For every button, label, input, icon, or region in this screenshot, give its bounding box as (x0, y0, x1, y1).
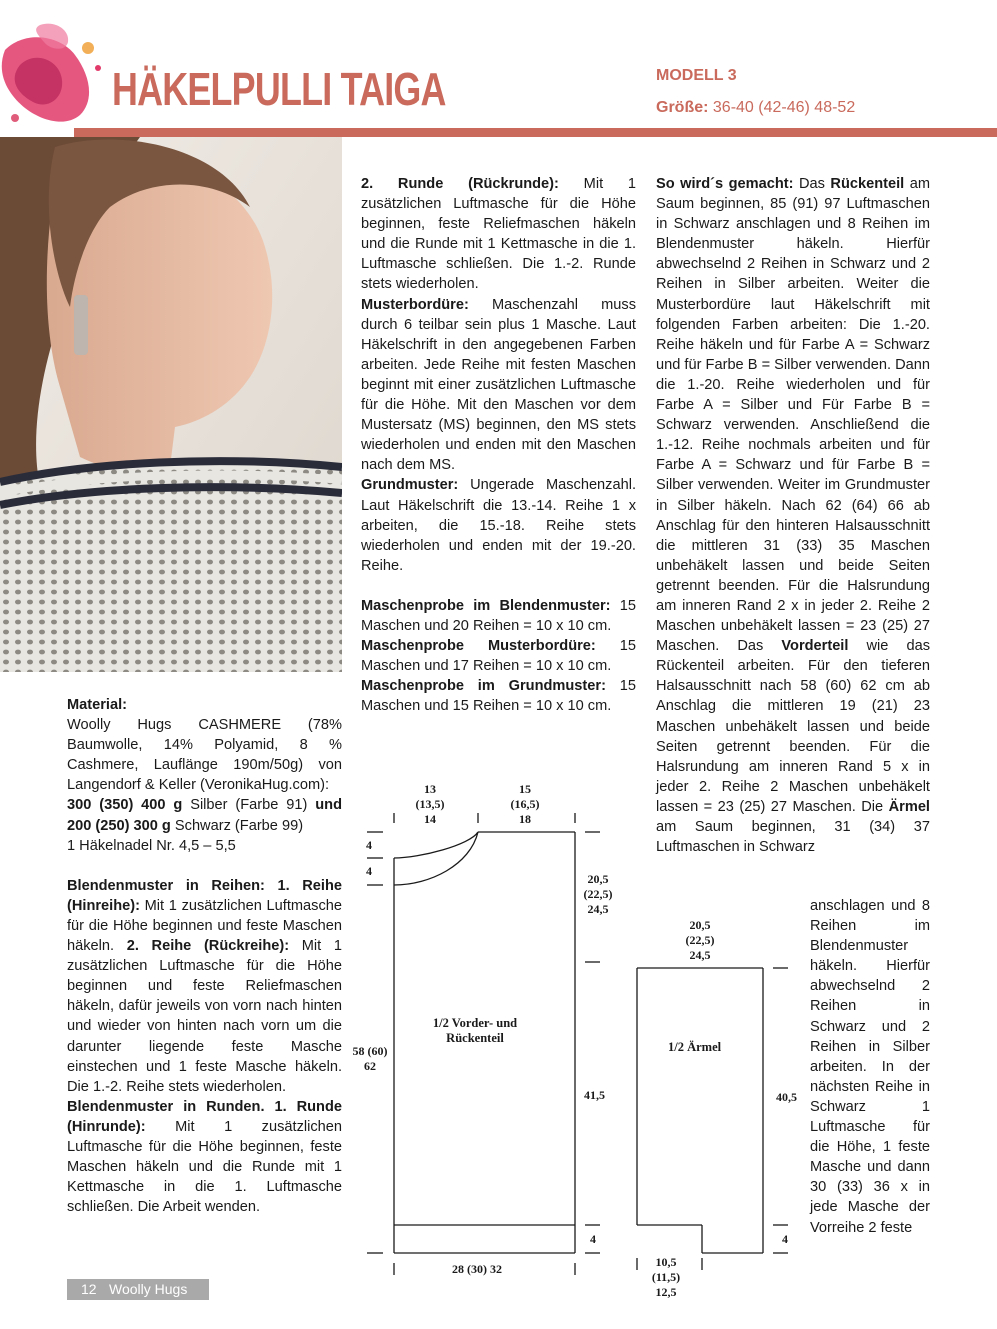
border-rounds-instructions: Blendenmuster in Runden. 1. Runde (Hinrunde): Mit 1 zusätzlichen Luftmasche für die Höhe beginnen, feste Maschen häkeln und die Runde mit 1 Kettmasche in die 1. Luftmasche schließen. Die Arbeit wenden. (67, 1098, 342, 1216)
dim-sleeve-length: 40,5 (776, 1090, 797, 1104)
dim-neck-depth-1: 4 (366, 838, 372, 852)
size-label: Größe: (656, 99, 709, 116)
dim-sleeve-bottom-width: 10,5 (11,5) 12,5 (651, 1255, 681, 1299)
base-pattern-instructions: Grundmuster: Ungerade Maschenzahl. Laut Häkelschrift die 13.-14. Reihe 1 x arbeiten, die 15.-18. Reihe stets wiederholen und enden mit der 19.-20. Reihe. (361, 477, 636, 574)
gauge-base-pattern: Maschenprobe im Grundmuster: 15 Maschen und 15 Reihen = 10 x 10 cm. (361, 678, 636, 715)
dim-hem-height: 4 (590, 1232, 596, 1246)
dim-sleeve-top-width: 20,5 (22,5) 24,5 (685, 918, 715, 962)
dim-top-right: 15 (16,5) 18 (510, 782, 540, 826)
assembly-instructions: So wird´s gemacht: Das Rückenteil am Saum beginnen, 85 (91) 97 Luftmaschen in Schwarz anschlagen und 8 Reihen im Blendenmuster häkeln. Hierfür abwechselnd 2 Reihen in Schwarz und 2 Reihen in Silber arbeiten. Weiter die Musterbordüre laut Häkelschrift mit folgenden Farben arbeiten: Die 1.-20. Reihe häkeln und für Farbe A = Schwarz und für Farbe B = Silber verwenden. Dann die 1.-20. Reihe wiederholen und für Farbe A = Silber und Für Farbe B = Schwarz verwenden. Anschließend die 1.-12. Reihe nochmals arbeiten und für Farbe A = Schwarz und für Farbe B = Silber verwenden. Weiter im Grundmuster in Silber häkeln. Nach 62 (64) 66 ab Anschlag für den hinteren Halsausschnitt die mittleren 31 (33) 35 Maschen unbehäkelt lassen und beide Seiten getrennt beenden. Für die Halsrundung am inneren Rand 2 x in jeder 2. Reihe 2 Maschen unbehäkelt lassen = 23 (25) 27 Maschen. Das Vorderteil wie das Rückenteil arbeiten. Für den tieferen Halsausschnitt nach 58 (60) 62 cm ab Anschlag die mittleren 19 (21) 23 Maschen unbehäkelt lassen und beide Seiten getrennt beenden. Für die Halsrundung am inneren Rand 5 x in jeder 2. Reihe 2 Maschen unbehäkelt lassen = 23 (25) 27 Maschen. Die Ärmel am Saum beginnen, 31 (34) 37 Luftmaschen in Schwarz (656, 176, 930, 856)
footer-brand: Woolly Hugs (109, 1281, 188, 1297)
material-text: Woolly Hugs CASHMERE (78% Baumwolle, 14% Polyamid, 8 % Cashmere, Lauflänge 190m/50g) von Langendorf & Keller (VeronikaHug.com): (67, 717, 342, 794)
dim-shoulder-height: 20,5 (22,5) 24,5 (583, 872, 613, 916)
sleeve-piece-label: 1/2 Ärmel (668, 1040, 722, 1054)
yarn-amounts: 300 (350) 400 g Silber (Farbe 91) und 200 (250) 300 g Schwarz (Farbe 99) (67, 797, 342, 834)
round-2-instructions: 2. Runde (Rückrunde): Mit 1 zusätzlichen Luftmasche für die Höhe beginnen, feste Reliefmaschen häkeln und die Runde mit 1 Kettmasche in die 1. Luftmasche schließen. Die 1.-2. Runde stets wiederholen. (361, 176, 636, 293)
gauge-pattern-border: Maschenprobe Musterbordüre: 15 Maschen und 17 Reihen = 10 x 10 cm. (361, 638, 636, 675)
dim-side-height: 41,5 (584, 1088, 605, 1102)
gauge-border: Maschenprobe im Blendenmuster: 15 Maschen und 20 Reihen = 10 x 10 cm. (361, 597, 636, 634)
needle-info: 1 Häkelnadel Nr. 4,5 – 5,5 (67, 837, 236, 854)
size-value: 36-40 (42-46) 48-52 (712, 99, 856, 116)
border-rows-instructions: Blendenmuster in Reihen: 1. Reihe (Hinreihe): Mit 1 zusätzlichen Luftmasche für die Höhe beginnen und feste Maschen häkeln. 2. Reihe (Rückreihe): Mit 1 zusätzlichen Luftmasche für die Höhe beginnen und feste Reliefmaschen häkeln, dafür jeweils von vorn nach hinten und wieder von hinten nach vorn um die darunter liegende feste Masche einstechen und 1 feste Masche häkeln. Die 1.-2. Reihe stets wiederholen. (67, 877, 342, 1095)
page-number: 12 (81, 1281, 97, 1297)
dim-body-width: 28 (30) 32 (452, 1262, 502, 1276)
dim-total-height: 58 (60) 62 (352, 1044, 388, 1073)
page-footer (67, 1279, 209, 1300)
body-piece-label: 1/2 Vorder- und Rückenteil (432, 1016, 518, 1045)
dim-top-left: 13 (13,5) 14 (415, 782, 445, 826)
page-title: HÄKELPULLI TAIGA (112, 63, 446, 115)
material-heading: Material: (67, 697, 128, 713)
model-number: MODELL 3 (656, 67, 737, 84)
dim-sleeve-hem: 4 (782, 1232, 788, 1246)
pattern-border-instructions: Musterbordüre: Maschenzahl muss durch 6 teilbar sein plus 1 Masche. Laut Häkelschrift in den angegebenen Farben arbeiten. Jede Reihe mit festen Maschen beginnt mit einer zusätzlichen Luftmasche für die Höhe. Mit den Maschen vor dem Mustersatz (MS) beginnen, den MS stets wiederholen und enden mit den Maschen nach dem MS. (361, 296, 636, 474)
dim-neck-depth-2: 4 (366, 864, 372, 878)
sleeve-piece-outline (637, 968, 763, 1253)
sleeve-instructions: anschlagen und 8 Reihen im Blendenmuster häkeln. Hierfür abwechselnd 2 Reihen in Schwarz und 2 Reihen in Silber arbeiten. In der nächsten Reihe in Schwarz 1 Luftmasche für die Höhe, 1 feste Masche und dann 30 (33) 36 x in jede Masche der Vorreihe 2 feste (810, 898, 930, 1236)
